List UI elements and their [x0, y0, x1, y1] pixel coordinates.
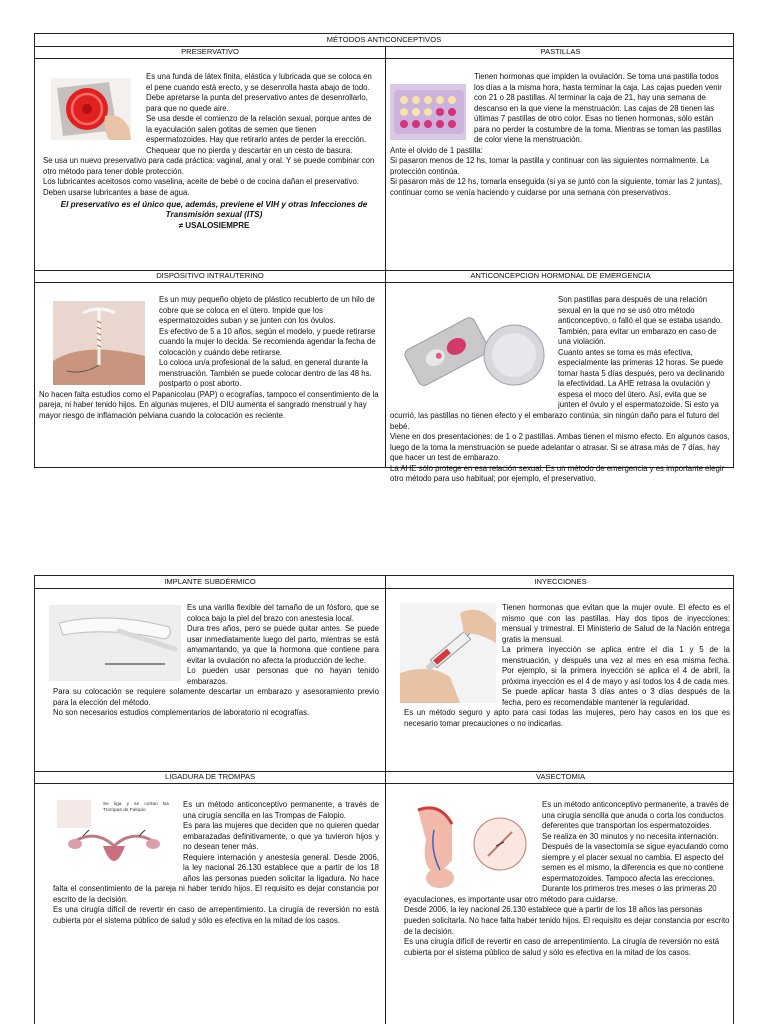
heading-inyecciones: INYECCIONES — [534, 577, 587, 586]
cell-ahe — [386, 270, 735, 484]
heading-implante: IMPLANTE SUBDÉRMICO — [164, 577, 256, 586]
heading-diu: DISPOSITIVO INTRAUTERINO — [156, 271, 264, 280]
heading-preservativo: PRESERVATIVO — [181, 47, 239, 56]
methods-table-top — [34, 33, 734, 271]
cell-preservativo — [35, 46, 385, 270]
cell-pastillas — [386, 46, 735, 270]
text-diu: Es un muy pequeño objeto de plástico recubierto de un hilo de cobre que se coloca en el útero. Impide que los espermatozoides suban y se junten con los óvulos. Es efectivo de 5 a 10 años, según el modelo, y puede retirarse cuando la mujer lo decida. Se recomienda agendar la fecha de colocación y cuándo debe retirarse. Lo coloca un/a profesional de la salud, en general durante la menstruación. También se puede colocar dentro de las 48 hs. postparto o post aborto. No hacen falta estudios como el Papanicolau (PAP) o ecografías, tampoco el consentimiento de la pareja, ni haber tenido hijos. En algunas mujeres, el DIU aumenta el sangrado menstrual y hay mayor riesgo de inflamación pelviana cuando la colocación es reciente. — [39, 295, 379, 421]
tubal-ligation-image — [57, 800, 171, 884]
cell-implante — [35, 576, 385, 771]
text-ahe: Son pastillas para después de una relación sexual en la que no se usó otro método anticonceptivo, o falló el que se estaba usando. También, para evitar un embarazo en caso de una violación. Cuanto antes se toma es más efectiva, especialmente las primeras 12 horas. Se puede tomar hasta 5 días después, pero va declinando la efectividad. La AHE retrasa la ovulación y espesa el moco del útero. Así, evita que se junten el óvulo y el espermatozoide. Si esto ya ocurrió, las pastillas no tienen efecto y el embarazo continúa, sin ningún daño para el futuro del bebé. Viene en dos presentaciones: de 1 o 2 pastillas. Ambas tienen el mismo efecto. En algunos casos, luego de la toma la menstruación se puede adelantar o atrasar. Si se atrasa más de 7 días, hay que hacer un test de embarazo. La AHE sólo protege en esa relación sexual. Es un método de emergencia y es importante elegir otro método para uso habitual; por ejemplo, el preservativo. — [390, 295, 730, 484]
condom-image — [51, 78, 131, 140]
heading-pastillas: PASTILLAS — [540, 47, 581, 56]
heading-vasectomia: VASECTOMIA — [535, 772, 586, 781]
pills-image — [390, 84, 466, 140]
iud-image — [53, 301, 145, 385]
heading-ahe: ANTICONCEPCION HORMONAL DE EMERGENCIA — [470, 271, 651, 280]
text-pastillas: Tienen hormonas que impiden la ovulación. Se toma una pastilla todos los días a la misma hora, hasta terminar la caja. Las cajas pueden venir con 21 o 28 pastillas. Al terminar la caja de 21, hay una semana de descanso en la que viene la menstruación. Las cajas de 28 tienen las últimas 7 pastillas de otro color. Esas no tienen hormonas, sólo están para no perder la costumbre de la toma. Mientras se toman las pastillas de color viene la menstruación. Ante el olvido de 1 pastilla: Si pasaron menos de 12 hs, tomar la pastilla y continuar con las siguientes normalmente. La protección continúa. Si pasaron más de 12 hs, tomarla enseguida (si ya se juntó con la siguiente, tomar las 2 juntas), continuar como se venía haciendo y cuidarse por una semana con preservativos. — [390, 72, 722, 198]
text-preservativo: Es una funda de látex finita, elástica y lubricada que se coloca en el pene cuando está erecto, y se desenrolla hasta abajo de todo. Debe apretarse la punta del preservativo antes de desenrollarlo, para que no quede aire. Se usa desde el comienzo de la relación sexual, porque antes de la eyaculación salen gotitas de semen que tienen espermatozoides. Hay que retirarlo antes de perder la erección. Chequear que no pierda y descartar en un cesto de basura. Se usa un nuevo preservativo para cada práctica: vaginal, anal y oral. Y se puede combinar con otro método para tener doble protección. Los lubricantes aceitosos como vaselina, aceite de bebé o de cocina dañan el preservativo. Deben usarse lubricantes a base de agua. El preservativo es el único que, además, previene el VIH y otras Infecciones de Transmisión sexual (ITS) ≠ USALOSIEMPRE — [51, 72, 377, 231]
implant-image — [49, 605, 181, 681]
tagline-preservativo: ≠ USALOSIEMPRE — [178, 220, 250, 230]
heading-ligadura: LIGADURA DE TROMPAS — [164, 772, 256, 781]
text-inyecciones: Tienen hormonas que evitan que la mujer ovule. El efecto es el mismo que con las pastillas. Hay dos tipos de inyecciones: mensual y trimestral. El Ministerio de Salud de la Nación entrega gratis la mensual. La primera inyección se aplica entre el día 1 y 5 de la menstruación, y después una vez al mes en esa misma fecha. Por ejemplo, si la primera inyección se aplica el 4 de abril, la próxima inyección es el 4 de mayo y así todos los 4 de cada mes. Se puede aplicar hasta 3 días antes o 3 días después de la fecha, pero es recomendable mantener la regularidad. Es un método seguro y apto para casi todas las mujeres, pero hay casos en los que es necesario tomar precauciones o no indicarlas. — [404, 603, 730, 730]
vasectomy-image — [400, 800, 536, 892]
ligadura-caption: Se liga y se cortan las Trompas de Falopio — [103, 802, 169, 813]
text-ligadura: Se liga y se cortan las Trompas de Falopio Es un método anticonceptivo permanente, a través de una cirugía sencilla en las Trompas de Falopio. Es para las mujeres que deciden que no quieren quedar embarazadas definitivamente, o que ya tuvieron hijos y no desean tener más. Requiere internación y anestesia general. Desde 2006, la ley nacional 26.130 establece que a partir de los 18 años las personas pueden solicitar la ligadura. No hace falta el consentimiento de la pareja ni haber tenido hijos. El requisito es dejar constancia por escrito de la decisión. Es una cirugía difícil de revertir en caso de arrepentimiento. La cirugía de reversión no está cubierta por el sistema público de salud y sólo es efectiva en la mitad de los casos. — [53, 800, 379, 926]
methods-table-top-row2 — [34, 270, 734, 484]
emphasis-preservativo: El preservativo es el único que, además, previene el VIH y otras Infecciones de Transmisión sexual (ITS) — [60, 199, 368, 220]
table-title: MÉTODOS ANTICONCEPTIVOS — [35, 34, 733, 47]
cell-inyecciones — [386, 576, 735, 771]
cell-ligadura — [35, 771, 385, 1025]
emergency-pill-image — [394, 303, 548, 403]
injection-image — [400, 603, 496, 703]
text-vasectomia: Es un método anticonceptivo permanente, a través de una cirugía sencilla que anuda o corta los conductos deferentes que transportan los espermatozoides. Se realiza en 30 minutos y no necesita internación. Después de la vasectomía se sigue eyaculando como siempre y el placer sexual no cambia. El aspecto del semen es el mismo, la diferencia es que no contiene espermatozoides. Tampoco afecta las erecciones. Durante los primeros tres meses o las primeras 20 eyaculaciones, es importante usar otro método para cuidarse. Desde 2006, la ley nacional 26.130 establece que a partir de los 18 años las personas pueden solicitarla. No hace falta haber tenido hijos. El requisito es dejar constancia por escrito de la decisión. Es una cirugía difícil de revertir en caso de arrepentimiento. La cirugía de reversión no está cubierta por el sistema público de salud y sólo es efectiva en la mitad de los casos. — [404, 800, 730, 958]
cell-vasectomia — [386, 771, 735, 1025]
text-implante: Es una varilla flexible del tamaño de un fósforo, que se coloca bajo la piel del brazo con anestesia local. Dura tres años, pero se puede quitar antes. Se puede usar inmediatamente luego del parto, mientras se está amamantando, ya que la hormona que contiene para evitar la ovulación no afecta la producción de leche. Lo pueden usar personas que no hayan tenido embarazos. Para su colocación se requiere solamente descartar un embarazo y asesoramiento previo para la elección del método. No son necesarios estudios complementarios de laboratorio ni ecografías. — [53, 603, 379, 719]
cell-diu — [35, 270, 385, 468]
methods-table-bottom — [34, 575, 734, 1024]
